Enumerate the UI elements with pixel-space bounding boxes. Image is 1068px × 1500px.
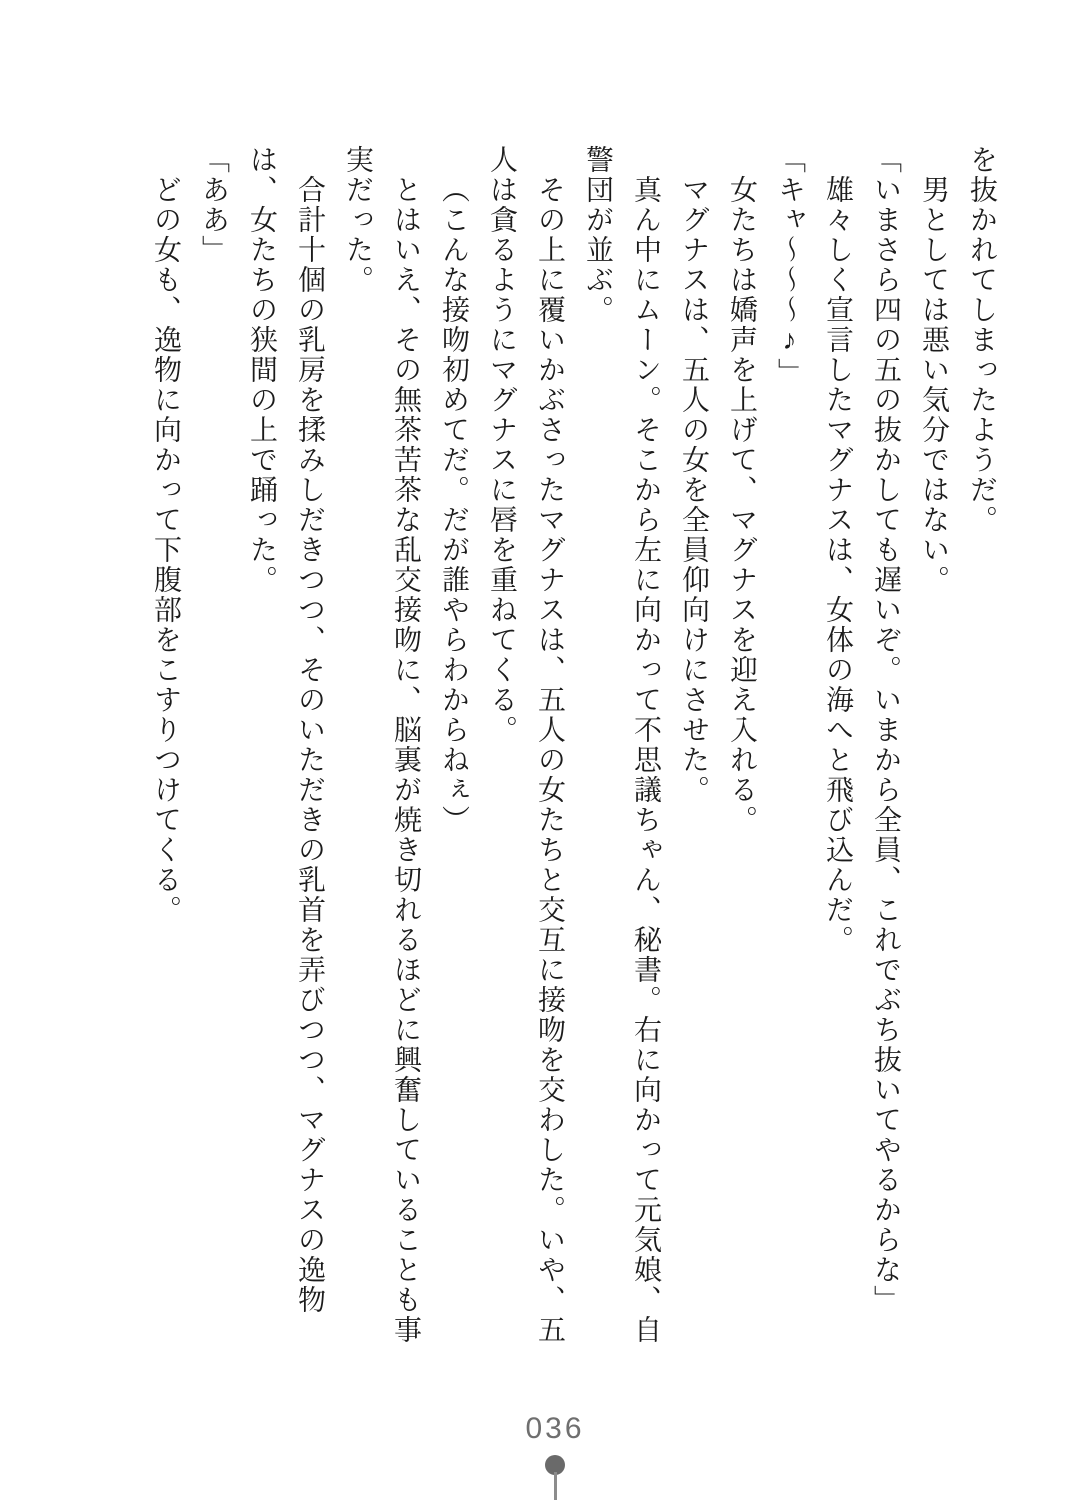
paragraph-dialogue: 「ああ」 — [198, 145, 229, 265]
page-number: 036 — [525, 1412, 585, 1445]
paragraph-dialogue: 「キャ～～～♪」 — [774, 145, 805, 388]
paragraph-dialogue: 「いまさら四の五の抜かしても遅いぞ。いまから全員、これでぶち抜いてやるからな」 — [870, 145, 901, 1315]
paragraph: 女たちは嬌声を上げて、マグナスを迎え入れる。 — [726, 175, 757, 835]
paragraph: 男としては悪い気分ではない。 — [918, 175, 949, 595]
paragraph: どの女も、逸物に向かって下腹部をこすりつけてくる。 — [150, 175, 181, 925]
paragraph-continuation: を抜かれてしまったようだ。 — [966, 145, 997, 535]
paragraph-thought: （こんな接吻初めてだ。だが誰やらわからねぇ） — [438, 175, 469, 835]
paragraph: その上に覆いかぶさったマグナスは、五人の女たちと交互に接吻を交わした。いや、五人は貪るようにマグナスに唇を重ねてくる。 — [486, 145, 565, 1345]
paragraph: マグナスは、五人の女を全員仰向けにさせた。 — [678, 175, 709, 805]
paragraph: 真ん中にムーン。そこから左に向かって不思議ちゃん、秘書。右に向かって元気娘、自警団が並ぶ。 — [582, 145, 661, 1345]
paragraph: 合計十個の乳房を揉みしだきつつ、そのいただきの乳首を弄びつつ、マグナスの逸物は、女たちの狭間の上で踊った。 — [246, 145, 325, 1315]
footer-ornament-stem — [554, 1472, 557, 1500]
novel-text-block — [141, 145, 1005, 1347]
paragraph: とはいえ、その無茶苦茶な乱交接吻に、脳裏が焼き切れるほどに興奮していることも事実だった。 — [342, 145, 421, 1345]
paragraph: 雄々しく宣言したマグナスは、女体の海へと飛び込んだ。 — [822, 175, 853, 955]
